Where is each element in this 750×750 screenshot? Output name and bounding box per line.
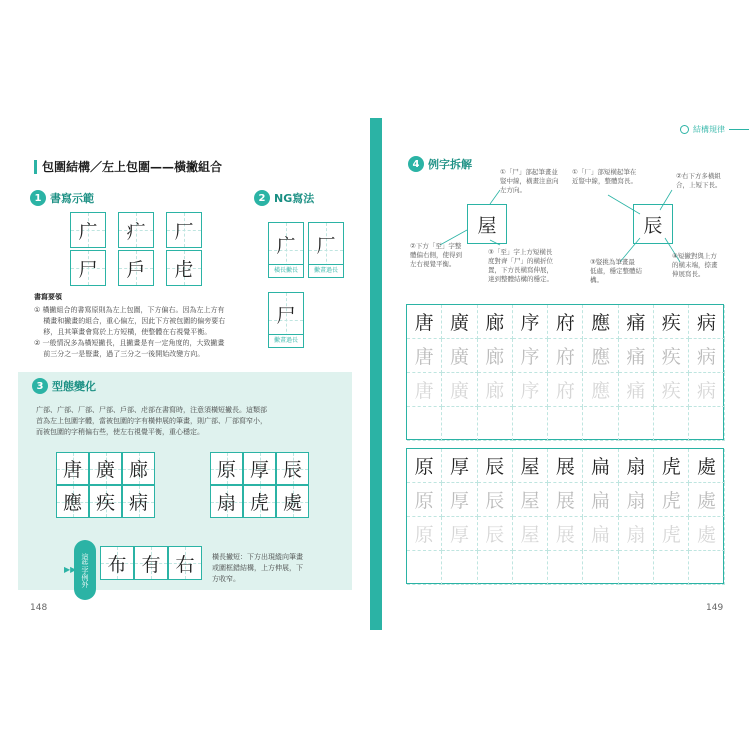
practice-trace-char: 屋 bbox=[513, 483, 548, 517]
note-line: 近豎中線，整體寫長。 bbox=[572, 177, 637, 185]
example2-note4 bbox=[672, 252, 728, 279]
glyph: 尸 bbox=[78, 258, 98, 281]
practice-blank-cell[interactable] bbox=[548, 551, 583, 585]
practice-model-char: 序 bbox=[513, 305, 548, 339]
example1-note3 bbox=[488, 248, 568, 284]
practice-trace-char: 廊 bbox=[478, 339, 513, 373]
section3-header: 3 型態變化 bbox=[32, 378, 96, 394]
practice-trace-char: 序 bbox=[513, 339, 548, 373]
variation-char-cell bbox=[122, 452, 155, 485]
glyph: 扇 bbox=[216, 492, 236, 514]
glyph: 戶 bbox=[126, 258, 146, 281]
glyph: 尸 bbox=[276, 304, 296, 327]
note-line: 左方向。 bbox=[500, 186, 526, 194]
note-line: 度對齊「尸」的橫折位 bbox=[488, 257, 553, 265]
practice-trace-char: 病 bbox=[689, 373, 724, 407]
key-point-line: 移，且其筆畫會寫於上方短橫，使整體在右視覺平衡。 bbox=[34, 328, 212, 336]
ng-label: 撇畫過長 bbox=[309, 264, 343, 277]
exception-char-cell bbox=[134, 546, 168, 580]
example1-note1 bbox=[500, 168, 562, 195]
ng-char-cell bbox=[268, 222, 304, 278]
ng-label: 撇畫過長 bbox=[269, 334, 303, 347]
note-line: ④短撇對與上方 bbox=[672, 252, 717, 260]
ng-label: 橫長撇長 bbox=[269, 264, 303, 277]
note-line: 伸展寫長。 bbox=[672, 270, 705, 278]
variation-char-cell bbox=[276, 485, 309, 518]
practice-trace-char: 唐 bbox=[407, 373, 442, 407]
practice-trace-char: 處 bbox=[689, 517, 724, 551]
glyph: 虎 bbox=[249, 492, 269, 514]
practice-blank-cell[interactable] bbox=[513, 407, 548, 441]
practice-trace-char: 府 bbox=[548, 339, 583, 373]
variation-char-cell bbox=[56, 485, 89, 518]
practice-trace-char: 廊 bbox=[478, 373, 513, 407]
example1-note2 bbox=[410, 242, 470, 269]
practice-blank-cell[interactable] bbox=[548, 407, 583, 441]
practice-blank-cell[interactable] bbox=[584, 551, 619, 585]
note-line: ②右下方多橫組 bbox=[676, 172, 721, 180]
practice-trace-char: 府 bbox=[548, 373, 583, 407]
glyph: 疾 bbox=[95, 492, 115, 514]
note-line: 合，上短下長。 bbox=[676, 181, 722, 189]
practice-trace-char: 辰 bbox=[478, 517, 513, 551]
ng-char-cell bbox=[268, 292, 304, 348]
glyph: 應 bbox=[62, 492, 82, 514]
practice-trace-char: 原 bbox=[407, 483, 442, 517]
variation-char-cell bbox=[210, 452, 243, 485]
glyph: 疒 bbox=[126, 220, 146, 243]
glyph: 唐 bbox=[62, 459, 82, 481]
key-title: 書寫要領 bbox=[34, 293, 62, 301]
practice-model-char: 展 bbox=[548, 449, 583, 483]
page-title: 包圍結構／左上包圍——橫撇組合 bbox=[34, 158, 222, 175]
practice-trace-char: 病 bbox=[689, 339, 724, 373]
practice-blank-cell[interactable] bbox=[478, 407, 513, 441]
practice-trace-char: 扇 bbox=[619, 517, 654, 551]
practice-model-char: 扁 bbox=[584, 449, 619, 483]
page-number-left: 148 bbox=[30, 603, 48, 613]
note-line: ③「至」字上方短橫長 bbox=[488, 248, 553, 256]
note-line: 達到整體結構的穩定。 bbox=[488, 275, 553, 283]
practice-blank-cell[interactable] bbox=[584, 407, 619, 441]
note-line: ①「尸」部起筆畫並 bbox=[500, 168, 558, 176]
variation-char-cell bbox=[89, 485, 122, 518]
note-line: 或圍框錯結構，上方伸展，下 bbox=[212, 564, 303, 572]
glyph: 處 bbox=[282, 492, 302, 514]
exception-tag: 這些字例外 bbox=[74, 540, 96, 600]
note-line: ②下方「至」字整 bbox=[410, 242, 462, 250]
practice-trace-char: 虎 bbox=[654, 517, 689, 551]
practice-blank-cell[interactable] bbox=[654, 407, 689, 441]
note-line: ③豎挑為筆畫最 bbox=[590, 258, 635, 266]
note-line: 橫長撇短：下方出現縱向筆畫 bbox=[212, 553, 303, 561]
section1-header: 1 書寫示範 bbox=[30, 190, 94, 206]
variation-char-cell bbox=[243, 485, 276, 518]
glyph: 廊 bbox=[128, 459, 148, 481]
practice-trace-char: 原 bbox=[407, 517, 442, 551]
practice-trace-char: 辰 bbox=[478, 483, 513, 517]
practice-model-char: 府 bbox=[548, 305, 583, 339]
note-line: 體偏右側，使得到 bbox=[410, 251, 462, 259]
practice-blank-cell[interactable] bbox=[619, 551, 654, 585]
practice-blank-cell[interactable] bbox=[619, 407, 654, 441]
practice-trace-char: 厚 bbox=[442, 517, 477, 551]
practice-model-char: 扇 bbox=[619, 449, 654, 483]
example2-note2 bbox=[676, 172, 732, 190]
glyph: 广 bbox=[276, 234, 296, 257]
practice-model-char: 處 bbox=[689, 449, 724, 483]
example2-note3 bbox=[590, 258, 652, 285]
practice-blank-cell[interactable] bbox=[478, 551, 513, 585]
example-char-1: 屋 bbox=[467, 204, 507, 244]
practice-trace-char: 疾 bbox=[654, 339, 689, 373]
practice-trace-char: 廣 bbox=[442, 373, 477, 407]
practice-trace-char: 痛 bbox=[619, 339, 654, 373]
key-point-line: 橫畫和撇畫的組合，重心偏左，因此下方被包圍的偏旁要右 bbox=[34, 317, 226, 325]
glyph: 辰 bbox=[282, 459, 302, 481]
glyph: 布 bbox=[107, 553, 127, 576]
practice-blank-cell[interactable] bbox=[407, 551, 442, 585]
practice-trace-char: 應 bbox=[584, 373, 619, 407]
practice-trace-char: 虎 bbox=[654, 483, 689, 517]
practice-model-char: 廣 bbox=[442, 305, 477, 339]
practice-sheet-1 bbox=[406, 304, 724, 440]
variation-char-cell bbox=[276, 452, 309, 485]
section4-header: 4 例字拆解 bbox=[408, 156, 472, 172]
practice-blank-cell[interactable] bbox=[689, 407, 724, 441]
demo-char-cell bbox=[70, 212, 106, 248]
demo-char-cell bbox=[166, 212, 202, 248]
practice-blank-cell[interactable] bbox=[442, 551, 477, 585]
glyph: 厚 bbox=[249, 459, 269, 481]
variation-char-cell bbox=[56, 452, 89, 485]
practice-trace-char: 唐 bbox=[407, 339, 442, 373]
note-line: 左右視覺平衡。 bbox=[410, 260, 456, 268]
demo-char-cell bbox=[70, 250, 106, 286]
practice-trace-char: 展 bbox=[548, 517, 583, 551]
exception-char-cell bbox=[168, 546, 202, 580]
glyph: 厂 bbox=[174, 220, 194, 243]
note-line: 的橫末端，捺畫 bbox=[672, 261, 718, 269]
practice-trace-char: 展 bbox=[548, 483, 583, 517]
practice-trace-char: 序 bbox=[513, 373, 548, 407]
ng-char-cell bbox=[308, 222, 344, 278]
practice-trace-char: 扇 bbox=[619, 483, 654, 517]
practice-trace-char: 應 bbox=[584, 339, 619, 373]
practice-model-char: 厚 bbox=[442, 449, 477, 483]
note-line: ①「厂」部短橫起筆在 bbox=[572, 168, 637, 176]
practice-blank-cell[interactable] bbox=[407, 407, 442, 441]
practice-model-char: 辰 bbox=[478, 449, 513, 483]
practice-model-char: 廊 bbox=[478, 305, 513, 339]
glyph: 厂 bbox=[316, 234, 336, 257]
practice-model-char: 虎 bbox=[654, 449, 689, 483]
practice-model-char: 疾 bbox=[654, 305, 689, 339]
arrow-icon: ▶▶ bbox=[64, 565, 77, 574]
note-line: 構。 bbox=[590, 276, 603, 284]
variation-char-cell bbox=[122, 485, 155, 518]
note-line: 豎中線，橫畫注意向 bbox=[500, 177, 559, 185]
note-line: 低處，穩定整體結 bbox=[590, 267, 642, 275]
key-point-line: ② 一般情況多為橫短撇長，且撇畫是有一定角度的，大致撇畫 bbox=[34, 339, 225, 347]
glyph: 广 bbox=[78, 220, 98, 243]
practice-trace-char: 屋 bbox=[513, 517, 548, 551]
practice-blank-cell[interactable] bbox=[513, 551, 548, 585]
practice-blank-cell[interactable] bbox=[689, 551, 724, 585]
variation-char-cell bbox=[210, 485, 243, 518]
note-line: 方收窄。 bbox=[212, 575, 240, 583]
desc-line: 首為左上包圍字體，當被包圍的字有橫伸展的筆畫，則广部、厂部寫窄小， bbox=[36, 417, 267, 425]
practice-blank-cell[interactable] bbox=[654, 551, 689, 585]
key-point-line: 前三分之一是豎畫，過了三分之一後開始改變方向。 bbox=[34, 350, 205, 358]
glyph: 病 bbox=[128, 492, 148, 514]
practice-trace-char: 厚 bbox=[442, 483, 477, 517]
practice-model-char: 痛 bbox=[619, 305, 654, 339]
practice-trace-char: 處 bbox=[689, 483, 724, 517]
practice-model-char: 應 bbox=[584, 305, 619, 339]
glyph: 有 bbox=[141, 553, 161, 576]
variation-char-cell bbox=[243, 452, 276, 485]
glyph: 原 bbox=[216, 459, 236, 481]
practice-model-char: 唐 bbox=[407, 305, 442, 339]
desc-line: 广部、广部、厂部、尸部、戶部、虍部在書寫時，注意須橫短撇長。這類部 bbox=[36, 406, 267, 414]
practice-trace-char: 廣 bbox=[442, 339, 477, 373]
note-line: 置，下方長橫寫伸展， bbox=[488, 266, 553, 274]
demo-char-cell bbox=[166, 250, 202, 286]
glyph: 廣 bbox=[95, 459, 115, 481]
key-point-line: ① 橫撇組合的書寫原則為左上包圍，下方偏右。因為左上方有 bbox=[34, 306, 225, 314]
example2-note1 bbox=[572, 168, 654, 186]
practice-trace-char: 扁 bbox=[584, 483, 619, 517]
page-number-right: 149 bbox=[706, 603, 724, 613]
practice-model-char: 病 bbox=[689, 305, 724, 339]
practice-model-char: 原 bbox=[407, 449, 442, 483]
variation-char-cell bbox=[89, 452, 122, 485]
glyph: 右 bbox=[175, 553, 195, 576]
practice-trace-char: 疾 bbox=[654, 373, 689, 407]
demo-char-cell bbox=[118, 212, 154, 248]
practice-sheet-2 bbox=[406, 448, 724, 584]
section2-header: 2 NG寫法 bbox=[254, 190, 314, 206]
desc-line: 而被包圍的字稍偏右些，使左右視覺平衡，重心穩定。 bbox=[36, 428, 204, 436]
practice-model-char: 屋 bbox=[513, 449, 548, 483]
glyph: 虍 bbox=[174, 258, 194, 281]
exception-char-cell bbox=[100, 546, 134, 580]
example-char-2: 辰 bbox=[633, 204, 673, 244]
practice-blank-cell[interactable] bbox=[442, 407, 477, 441]
practice-trace-char: 扁 bbox=[584, 517, 619, 551]
demo-char-cell bbox=[118, 250, 154, 286]
chapter-header: 結構規律 bbox=[680, 124, 749, 135]
practice-trace-char: 痛 bbox=[619, 373, 654, 407]
